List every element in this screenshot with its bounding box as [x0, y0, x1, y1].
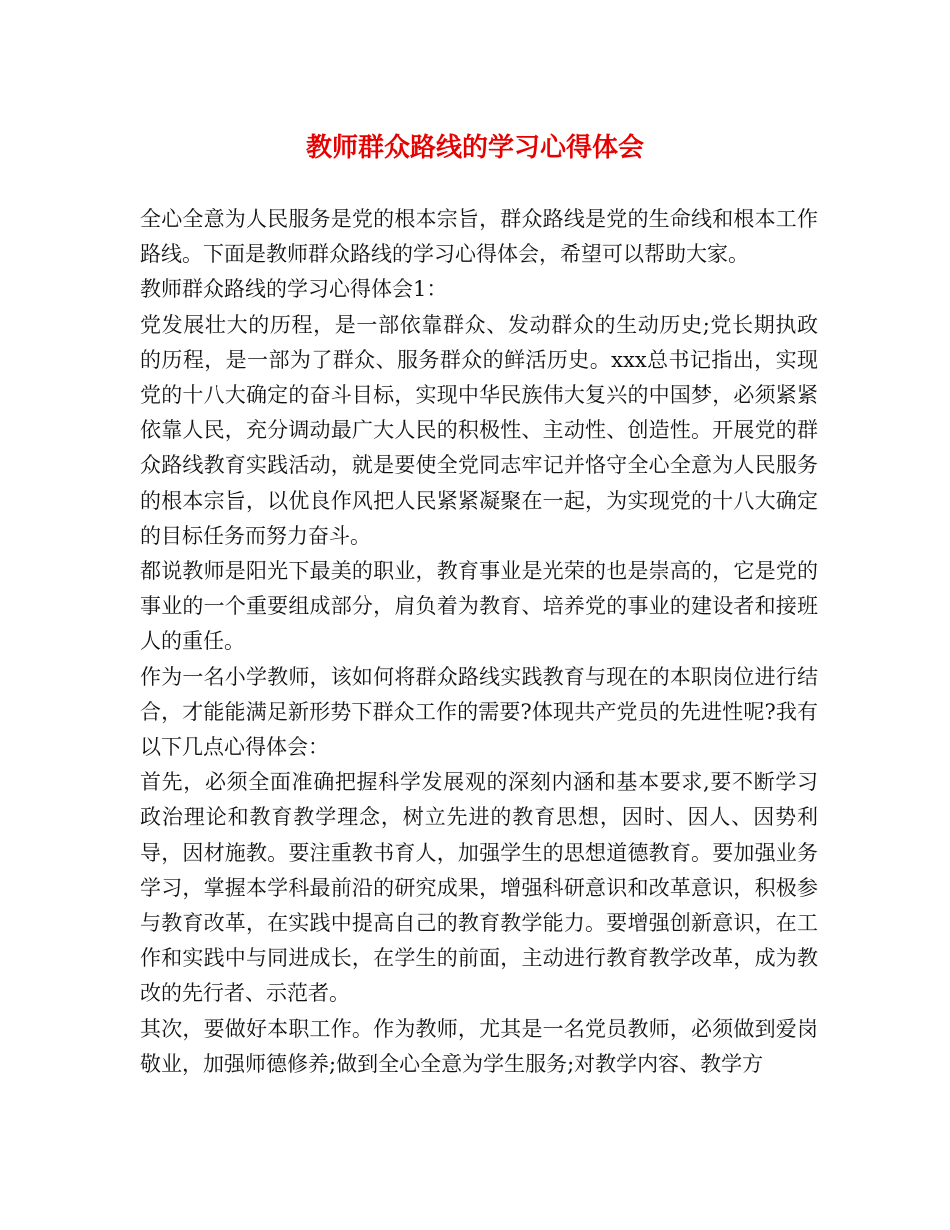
paragraph-party-history: 党发展壮大的历程，是一部依靠群众、发动群众的生动历史;党长期执政的历程，是一部为了群众、服务群众的鲜活历史。xxx总书记指出，实现党的十八大确定的奋斗目标，实现中华民族伟大复兴的中国梦，必须紧紧依靠人民，充分调动最广大人民的积极性、主动性、创造性。开展党的群众路线教育实践活动，就是要使全党同志牢记并恪守全心全意为人民服务的根本宗旨，以优良作风把人民紧紧凝聚在一起，为实现党的十八大确定的目标任务而努力奋斗。 — [140, 312, 818, 548]
paragraph-second-point: 其次，要做好本职工作。作为教师，尤其是一名党员教师，必须做到爱岗敬业，加强师德修养;做到全心全意为学生服务;对教学内容、教学方 — [140, 1016, 818, 1076]
paragraph-section-heading: 教师群众路线的学习心得体会1： — [140, 277, 448, 302]
paragraph-question: 作为一名小学教师，该如何将群众路线实践教育与现在的本职岗位进行结合，才能能满足新形势下群众工作的需要?体现共产党员的先进性呢?我有以下几点心得体会： — [140, 664, 818, 760]
paragraph-first-point: 首先，必须全面准确把握科学发展观的深刻内涵和基本要求,要不断学习政治理论和教育教学理念，树立先进的教育思想，因时、因人、因势利导，因材施教。要注重教书育人，加强学生的思想道德教育。要加强业务学习，掌握本学科最前沿的研究成果，增强科研意识和改革意识，积极参与教育改革，在实践中提高自己的教育教学能力。要增强创新意识，在工作和实践中与同进成长，在学生的前面，主动进行教育教学改革，成为教改的先行者、示范者。 — [140, 770, 818, 1006]
paragraph-intro: 全心全意为人民服务是党的根本宗旨，群众路线是党的生命线和根本工作路线。下面是教师群众路线的学习心得体会，希望可以帮助大家。 — [140, 207, 818, 267]
paragraph-teacher-profession: 都说教师是阳光下最美的职业，教育事业是光荣的也是崇高的，它是党的事业的一个重要组成部分，肩负着为教育、培养党的事业的建设者和接班人的重任。 — [140, 559, 818, 654]
document-title: 教师群众路线的学习心得体会 — [305, 133, 644, 163]
document-body — [140, 202, 818, 1082]
